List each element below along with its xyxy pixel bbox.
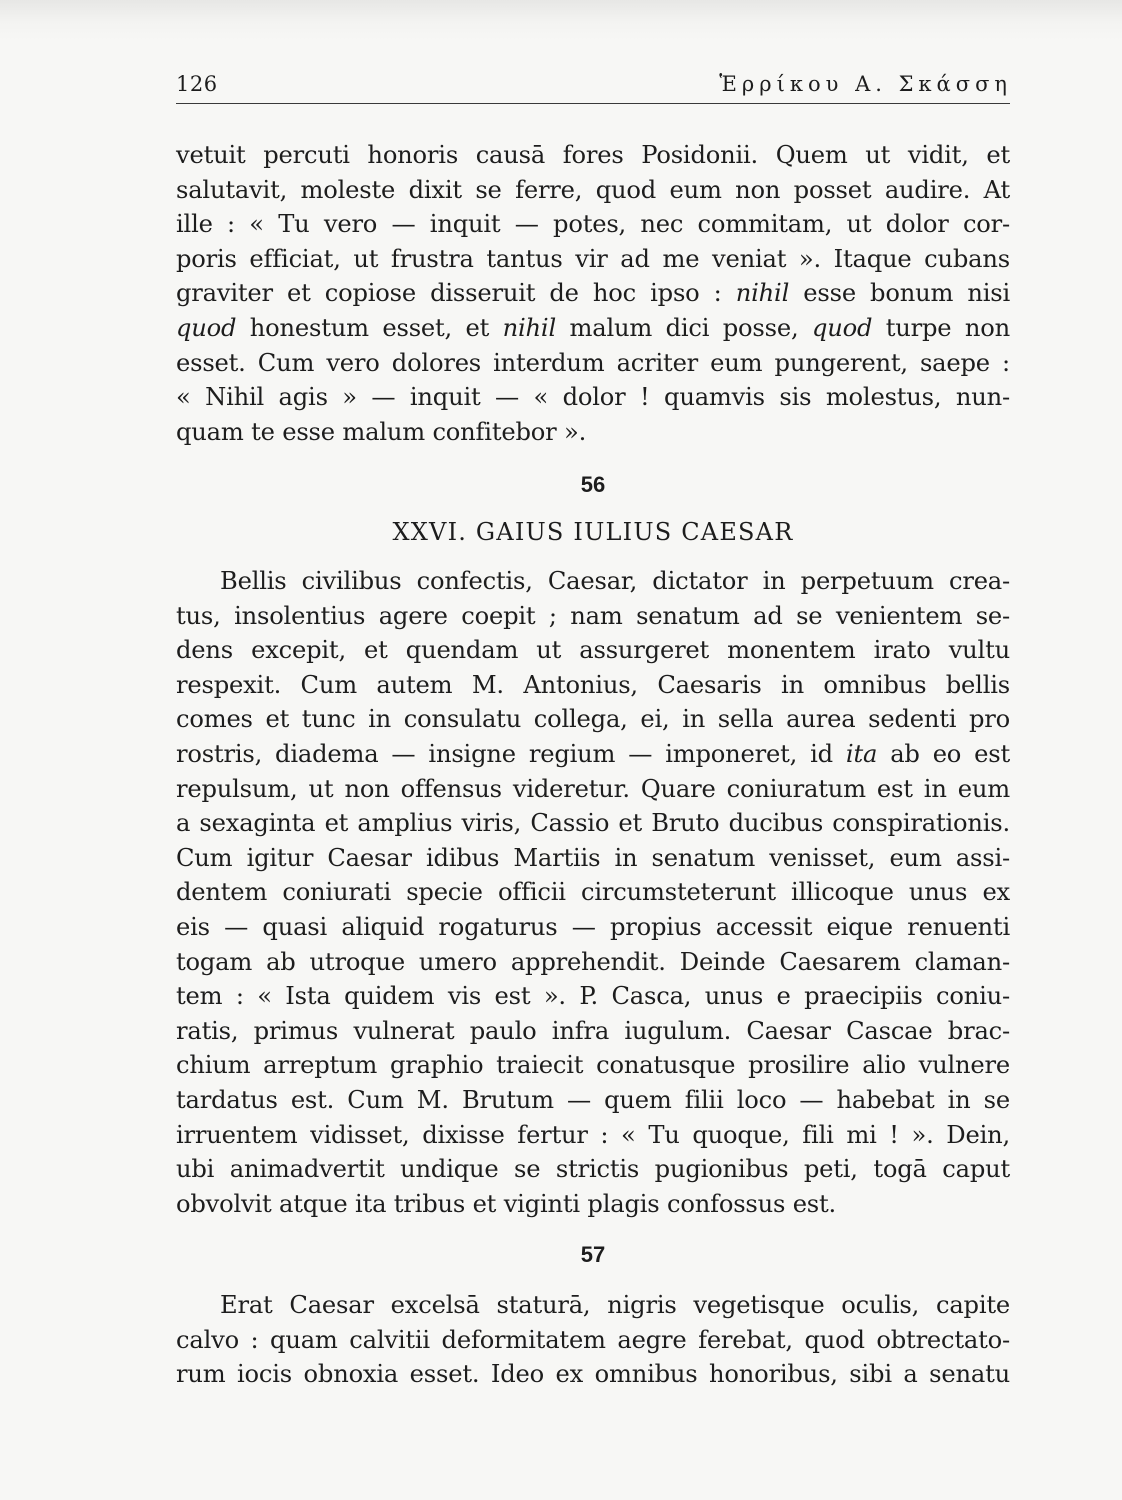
text-line: esset. Cum vero dolores interdum acriter eum pungerent, saepe :: [176, 348, 1010, 377]
text-line: obvolvit atque ita tribus et viginti plagis confossus est.: [176, 1189, 837, 1218]
text-line: irruentem vidisset, dixisse fertur : « Tu quoque, fili mi ! ». Dein,: [176, 1120, 1010, 1149]
text-run: esse bonum nisi: [789, 279, 1010, 308]
text-line: a sexaginta et amplius viris, Cassio et Bruto ducibus conspirationis.: [176, 809, 1010, 838]
text-line: comes et tunc in consulatu collega, ei, in sella aurea sedenti pro: [176, 705, 1010, 734]
section-title: XXVI. GAIUS IULIUS CAESAR: [392, 518, 794, 546]
text-line: quam te esse malum confitebor ».: [176, 417, 587, 446]
text-line: dens excepit, et quendam ut assurgeret monentem irato vultu: [176, 636, 1010, 665]
text-line: ratis, primus vulnerat paulo infra iugulum. Caesar Cascae brac-: [176, 1016, 1010, 1045]
text-line: ubi animadvertit undique se strictis pugionibus peti, togā caput: [176, 1155, 1010, 1184]
continued-paragraph: [176, 138, 1010, 449]
header-rule: [176, 103, 1010, 104]
text-line: respexit. Cum autem M. Antonius, Caesaris in omnibus bellis: [176, 670, 1010, 699]
text-line: Cum igitur Caesar idibus Martiis in senatum venisset, eum assi-: [176, 843, 1010, 872]
text-line: repulsum, ut non offensus videretur. Quare coniuratum est in eum: [176, 774, 1010, 803]
text-line: [176, 737, 1010, 772]
italic-word: quod: [176, 313, 237, 342]
section-56-paragraph: [176, 564, 1010, 1221]
text-line: « Nihil agis » — inquit — « dolor ! quamvis sis molestus, nun-: [176, 383, 1010, 412]
section-number-57: 57: [580, 1242, 606, 1267]
page-number: 126: [176, 72, 218, 96]
text-run: graviter et copiose disseruit de hoc ipso :: [176, 279, 736, 308]
italic-word: ita: [845, 739, 878, 768]
italic-word: nihil: [502, 313, 557, 342]
text-run: rostris, diadema — insigne regium — imponeret, id: [176, 739, 846, 768]
section-number-56: 56: [580, 472, 606, 497]
text-line: Bellis civilibus confectis, Caesar, dictator in perpetuum crea-: [220, 567, 1010, 595]
text-line: tem : « Ista quidem vis est ». P. Casca, unus e praecipiis coniu-: [176, 982, 1010, 1011]
text-line: dentem coniurati specie officii circumsteterunt illicoque unus ex: [176, 878, 1010, 907]
italic-word: quod: [811, 313, 873, 342]
text-run: turpe non: [872, 313, 1010, 342]
text-run: malum dici posse,: [556, 313, 812, 342]
text-line: [176, 311, 1010, 346]
text-line: vetuit percuti honoris causā fores Posidonii. Quem ut vidit, et: [176, 141, 1010, 169]
text-line: tardatus est. Cum M. Brutum — quem filii loco — habebat in se: [176, 1085, 1010, 1114]
text-line: togam ab utroque umero apprehendit. Deinde Caesarem claman-: [176, 947, 1010, 976]
text-run: ab eo est: [877, 739, 1011, 768]
italic-word: nihil: [735, 279, 790, 308]
section-57-paragraph: [176, 1288, 1010, 1392]
text-line: rum iocis obnoxia esset. Ideo ex omnibus honoribus, sibi a senatu: [176, 1360, 1010, 1389]
text-line: Erat Caesar excelsā staturā, nigris vegetisque oculis, capite: [220, 1291, 1010, 1319]
text-line: ille : « Tu vero — inquit — potes, nec commitam, ut dolor cor-: [176, 210, 1010, 239]
page-header: [176, 72, 1012, 102]
running-head: Ἑρρίκου Α. Σκάσση: [719, 72, 1012, 96]
text-line: calvo : quam calvitii deformitatem aegre ferebat, quod obtrectato-: [176, 1325, 1010, 1354]
text-line: eis — quasi aliquid rogaturus — propius accessit eique renuenti: [176, 912, 1010, 941]
text-line: poris efficiat, ut frustra tantus vir ad me veniat ». Itaque cubans: [176, 244, 1010, 273]
text-line: [176, 276, 1010, 311]
text-line: tus, insolentius agere coepit ; nam senatum ad se venientem se-: [176, 601, 1010, 630]
text-line: chium arreptum graphio traiecit conatusque prosilire alio vulnere: [176, 1051, 1010, 1080]
text-run: honestum esset, et: [236, 313, 503, 342]
text-line: salutavit, moleste dixit se ferre, quod eum non posset audire. At: [176, 175, 1010, 204]
